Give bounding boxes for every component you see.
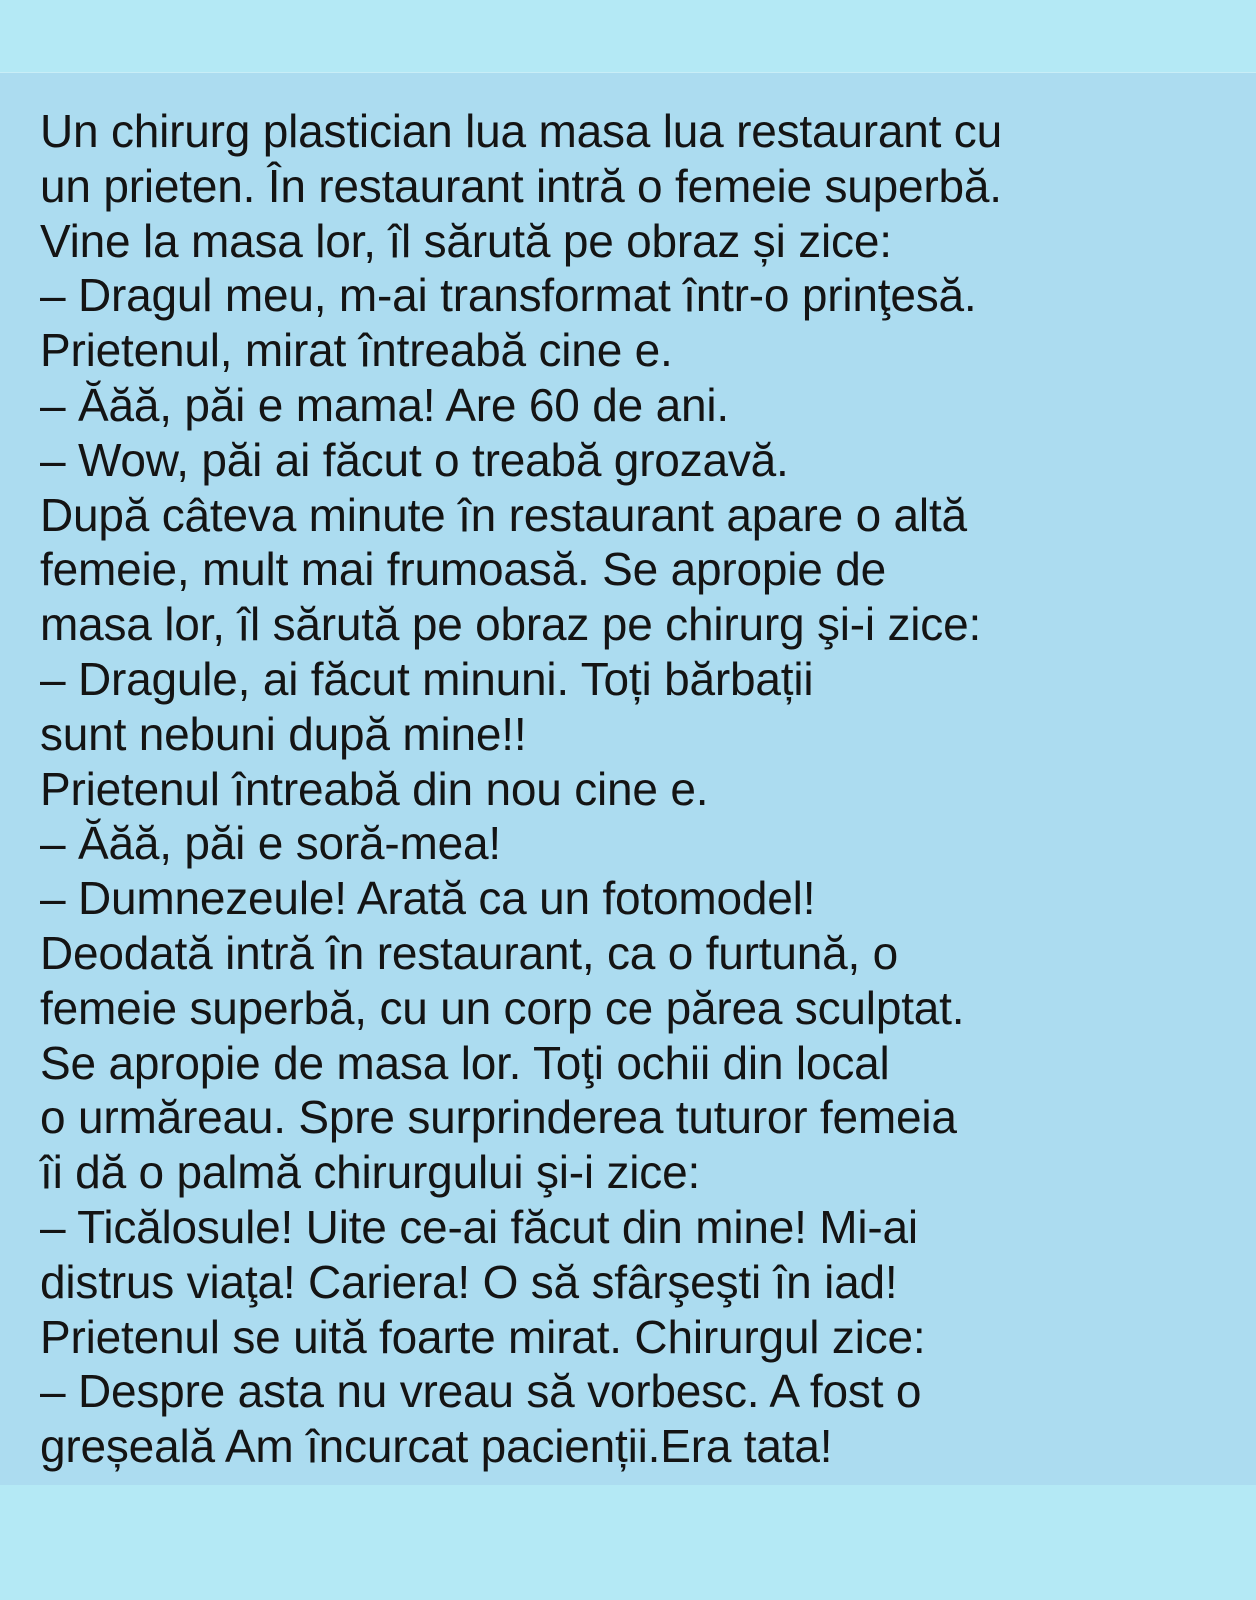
text-line: După câteva minute în restaurant apare o altă — [40, 488, 967, 541]
text-line: – Ăăă, păi e soră-mea! — [40, 817, 501, 870]
bottom-band — [0, 1485, 1256, 1600]
text-line: greșeală Am încurcat pacienții.Era tata! — [40, 1420, 833, 1473]
text-line: – Despre asta nu vreau să vorbesc. A fost o — [40, 1365, 922, 1418]
text-line: o urmăreau. Spre surprinderea tuturor femeia — [40, 1091, 957, 1144]
text-line: femeie, mult mai frumoasă. Se apropie de — [40, 543, 886, 596]
text-line: distrus viaţa! Cariera! O să sfârşeşti în iad! — [40, 1255, 898, 1308]
text-line: Prietenul întreabă din nou cine e. — [40, 762, 709, 815]
text-line: Prietenul se uită foarte mirat. Chirurgul zice: — [40, 1310, 926, 1363]
text-line: – Ticălosule! Uite ce-ai făcut din mine! Mi-ai — [40, 1200, 918, 1253]
text-line: Vine la masa lor, îl sărută pe obraz și zice: — [40, 214, 892, 267]
joke-text — [40, 104, 1230, 1474]
text-line: Un chirurg plastician lua masa lua restaurant cu — [40, 105, 1002, 157]
text-line: Se apropie de masa lor. Toţi ochii din local — [40, 1036, 890, 1089]
text-line: masa lor, îl sărută pe obraz pe chirurg şi-i zice: — [40, 598, 982, 651]
text-line: – Wow, păi ai făcut o treabă grozavă. — [40, 433, 789, 486]
text-line: Deodată intră în restaurant, ca o furtună, o — [40, 926, 899, 979]
text-line: – Dragul meu, m-ai transformat într-o prinţesă. — [40, 269, 977, 322]
text-line: un prieten. În restaurant intră o femeie superbă. — [40, 159, 1002, 212]
text-line: femeie superbă, cu un corp ce părea sculptat. — [40, 981, 965, 1034]
text-line: – Dragule, ai făcut minuni. Toți bărbații — [40, 652, 814, 705]
text-line: sunt nebuni după mine!! — [40, 707, 527, 760]
top-band — [0, 0, 1256, 73]
text-line: îi dă o palmă chirurgului şi-i zice: — [40, 1146, 701, 1199]
text-line: – Dumnezeule! Arată ca un fotomodel! — [40, 872, 816, 925]
text-line: Prietenul, mirat întreabă cine e. — [40, 324, 673, 377]
text-line: – Ăăă, păi e mama! Are 60 de ani. — [40, 378, 729, 431]
